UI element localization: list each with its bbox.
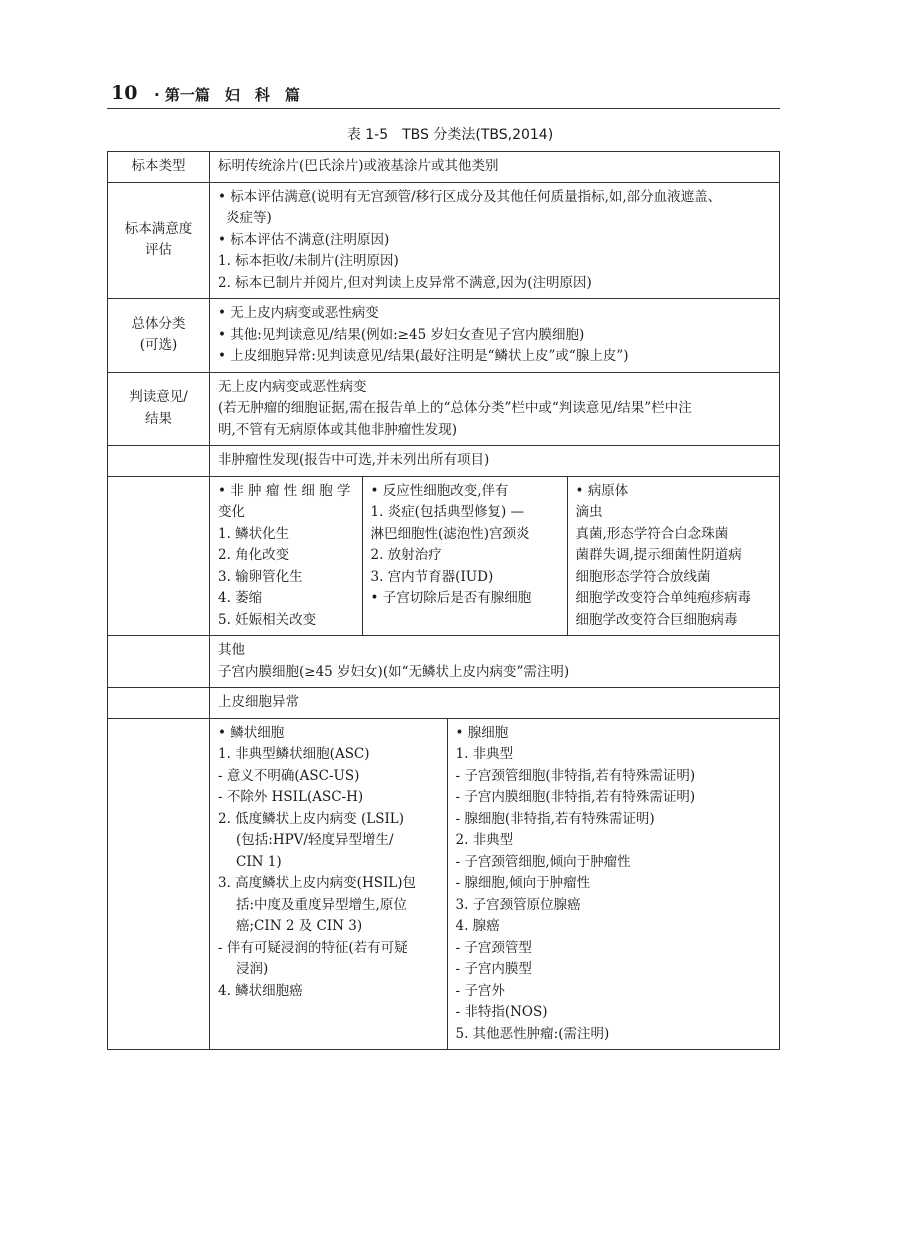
list-item: - 腺细胞,倾向于肿瘤性 (455, 875, 591, 891)
interpretation-label-1: 判读意见/ (129, 389, 188, 406)
list-item: 滴虫 (575, 504, 603, 520)
list-item: 2. 放射治疗 (370, 547, 442, 563)
table-caption: 表 1-5 TBS 分类法(TBS,2014) (346, 127, 554, 143)
list-item: (若无肿瘤的细胞证据,需在报告单上的“总体分类”栏中或“判读意见/结果”栏中注 (218, 400, 692, 416)
list-item: 癌;CIN 2 及 CIN 3) (236, 918, 363, 934)
list-item: 细胞形态学符合放线菌 (575, 568, 711, 585)
list-item: 3. 子宫颈管原位腺癌 (455, 896, 581, 913)
adequacy-label-1: 标本满意度 (124, 220, 193, 237)
list-item: 3. 输卵管化生 (218, 568, 303, 585)
squamous-column (210, 719, 447, 1050)
list-item: CIN 1) (236, 853, 282, 870)
list-item: 细胞学改变符合单纯疱疹病毒 (575, 590, 751, 606)
glandular-column (447, 719, 779, 1050)
adequacy-content (210, 182, 780, 299)
table-row (108, 718, 780, 1050)
list-item: • 无上皮内病变或恶性病变 (218, 305, 379, 321)
table-row (108, 299, 780, 373)
list-item: 菌群失调,提示细菌性阴道病 (575, 547, 742, 563)
list-item: • 上皮细胞异常:见判读意见/结果(最好注明是“鳞状上皮”或“腺上皮”) (218, 348, 629, 364)
list-item: - 意义不明确(ASC-US) (218, 767, 360, 784)
epithelial-heading: 上皮细胞异常 (210, 688, 780, 719)
empty-label-cell (108, 688, 210, 719)
list-item: 1. 非典型鳞状细胞(ASC) (218, 746, 370, 762)
list-item: 子宫内膜细胞(≥45 岁妇女)(如“无鳞状上皮内病变”需注明) (218, 663, 570, 680)
list-item: 浸润) (236, 961, 269, 977)
list-item: 4. 萎缩 (218, 590, 263, 606)
list-item: 2. 角化改变 (218, 547, 290, 563)
list-item: 炎症等) (226, 210, 272, 226)
table-row (108, 372, 780, 446)
list-item: - 腺细胞(非特指,若有特殊需证明) (455, 810, 655, 827)
list-item: - 非特指(NOS) (455, 1004, 548, 1020)
list-item: • 鳞状细胞 (218, 724, 285, 741)
organisms-column (567, 477, 779, 636)
non-neoplastic-subtable (210, 477, 779, 636)
list-item: 2. 标本已制片并阅片,但对判读上皮异常不满意,因为(注明原因) (218, 274, 592, 291)
adequacy-label-2: 评估 (145, 242, 172, 259)
list-item: - 伴有可疑浸润的特征(若有可疑 (218, 939, 408, 956)
table-row (108, 636, 780, 688)
list-item: 真菌,形态学符合白念珠菌 (575, 525, 729, 542)
list-item: • 标本评估满意(说明有无宫颈管/移行区成分及其他任何质量指标,如,部分血液遮盖、 (218, 188, 722, 205)
list-item: 1. 鳞状化生 (218, 525, 290, 542)
list-item: 3. 高度鳞状上皮内病变(HSIL)包 (218, 875, 417, 891)
list-item: 1. 标本拒收/未制片(注明原因) (218, 253, 399, 269)
list-item: 1. 非典型 (455, 746, 514, 762)
list-item: • 非 肿 瘤 性 细 胞 学 (218, 482, 351, 499)
epithelial-subtable (210, 719, 779, 1050)
list-item: • 标本评估不满意(注明原因) (218, 231, 390, 248)
list-item: • 子宫切除后是否有腺细胞 (370, 590, 532, 606)
row-label (108, 152, 210, 183)
list-item: 括:中度及重度异型增生,原位 (236, 896, 407, 913)
empty-label-cell (108, 476, 210, 636)
empty-label-cell (108, 636, 210, 688)
list-item: 4. 鳞状细胞癌 (218, 982, 303, 999)
list-item: 明,不管有无病原体或其他非肿瘤性发现) (218, 421, 458, 438)
list-item: - 子宫内膜型 (455, 961, 532, 977)
list-item: 淋巴细胞性(滤泡性)宫颈炎 (370, 525, 530, 542)
three-column-cell (210, 476, 780, 636)
list-item: 1. 炎症(包括典型修复) — (370, 504, 524, 520)
empty-label-cell (108, 718, 210, 1050)
general-content (210, 299, 780, 373)
row-label (108, 299, 210, 373)
list-item: • 腺细胞 (455, 724, 509, 741)
list-item: 4. 腺癌 (455, 918, 500, 934)
list-item: - 子宫颈管细胞,倾向于肿瘤性 (455, 853, 631, 870)
list-item: - 子宫颈管型 (455, 939, 532, 956)
list-item: • 其他:见判读意见/结果(例如:≥45 岁妇女查见子宫内膜细胞) (218, 326, 585, 343)
specimen-type-label: 标本类型 (131, 158, 186, 174)
reactive-change-column (362, 477, 567, 636)
list-item: 5. 其他恶性肿瘤:(需注明) (455, 1025, 610, 1042)
interpretation-label-2: 结果 (145, 410, 172, 427)
page-number: 10 (111, 82, 138, 104)
cytologic-change-column (210, 477, 362, 636)
list-item: 无上皮内病变或恶性病变 (218, 378, 367, 395)
tbs-table (107, 151, 780, 1050)
table-row (108, 182, 780, 299)
running-header (107, 78, 780, 109)
list-item: 其他 (218, 642, 245, 658)
table-row (108, 476, 780, 636)
list-item: • 反应性细胞改变,伴有 (370, 482, 509, 499)
non-neoplastic-heading: 非肿瘤性发现(报告中可选,并未列出所有项目) (210, 446, 780, 477)
list-item: - 不除外 HSIL(ASC-H) (218, 789, 364, 805)
list-item: 3. 宫内节育器(IUD) (370, 568, 494, 585)
list-item: 2. 低度鳞状上皮内病变 (LSIL) (218, 810, 405, 827)
list-item: 2. 非典型 (455, 832, 514, 848)
specimen-type-content: 标明传统涂片(巴氏涂片)或液基涂片或其他类别 (210, 152, 780, 183)
list-item: • 病原体 (575, 482, 629, 499)
general-label-2: (可选) (139, 337, 178, 354)
interpretation-content (210, 372, 780, 446)
list-item: (包括:HPV/轻度异型增生/ (236, 832, 394, 848)
row-label (108, 182, 210, 299)
table-row (108, 152, 780, 183)
list-item: - 子宫内膜细胞(非特指,若有特殊需证明) (455, 789, 696, 805)
list-item: 5. 妊娠相关改变 (218, 611, 317, 628)
other-content (210, 636, 780, 688)
list-item: 细胞学改变符合巨细胞病毒 (575, 611, 738, 628)
table-row (108, 688, 780, 719)
two-column-cell (210, 718, 780, 1050)
section-title: · 第一篇 妇 科 篇 (154, 86, 300, 104)
list-item: - 子宫颈管细胞(非特指,若有特殊需证明) (455, 767, 696, 784)
list-item: 变化 (218, 504, 245, 520)
list-item: - 子宫外 (455, 982, 505, 999)
general-label-1: 总体分类 (131, 315, 186, 332)
row-label (108, 372, 210, 446)
table-row (108, 446, 780, 477)
empty-label-cell (108, 446, 210, 477)
